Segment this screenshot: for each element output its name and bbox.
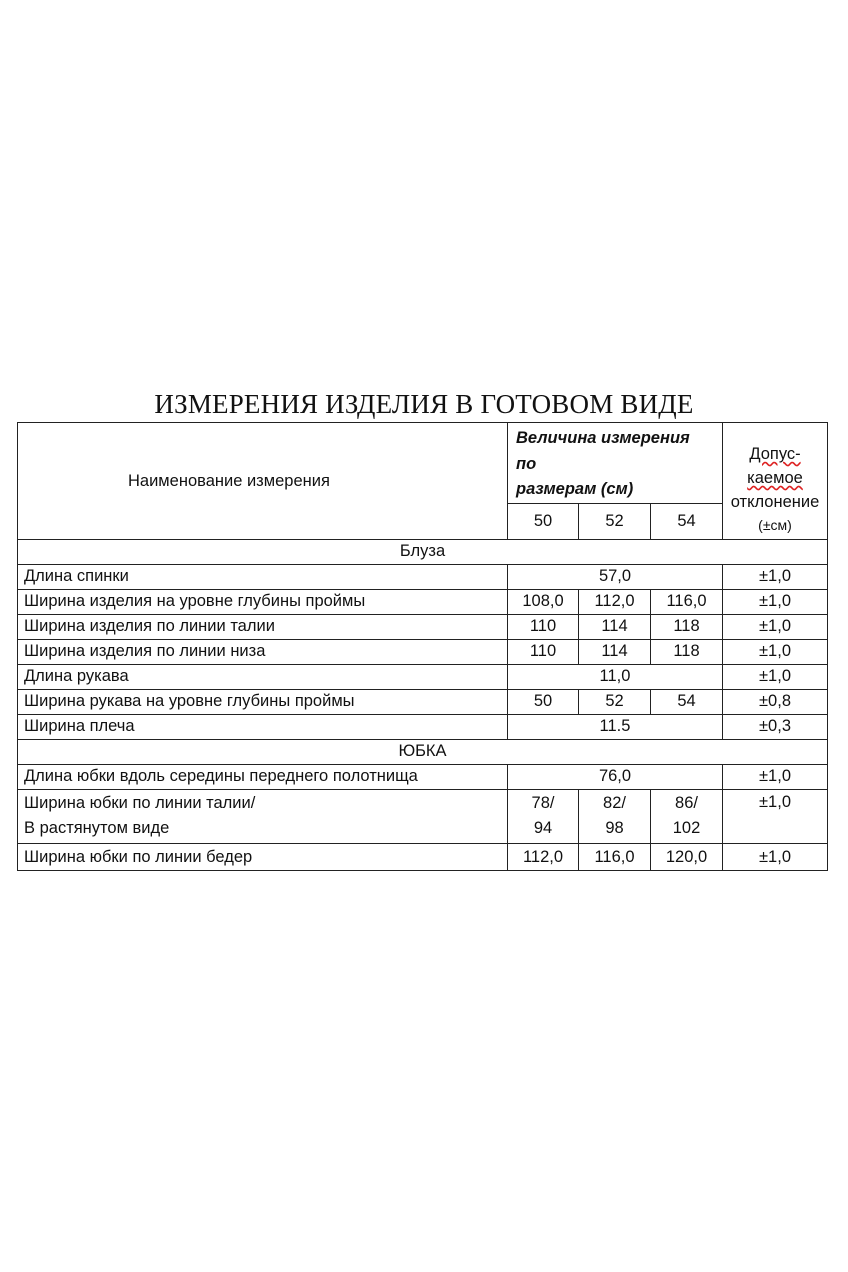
table-row: [18, 714, 828, 739]
row-label: [18, 789, 508, 843]
row-tolerance: ±1,0: [723, 564, 828, 589]
row-label: Ширина изделия по линии талии: [18, 614, 508, 639]
row-tolerance: ±1,0: [723, 589, 828, 614]
table-row: [18, 764, 828, 789]
table-row: [18, 589, 828, 614]
row-value-50: 110: [508, 614, 579, 639]
header-row-1: [18, 423, 828, 504]
size-group-line-2: размерам (см): [516, 480, 634, 499]
row-tolerance: ±1,0: [723, 614, 828, 639]
table-row: [18, 789, 828, 843]
tolerance-line-2: каемое: [747, 468, 803, 487]
name-column-header: Наименование измерения: [18, 423, 508, 540]
size-52-header: 52: [579, 503, 651, 539]
row-value-52: 114: [579, 639, 651, 664]
row-tolerance: ±0,3: [723, 714, 828, 739]
row-value-merged: 11,0: [508, 664, 723, 689]
row-value-52: 114: [579, 614, 651, 639]
section-title-skirt: ЮБКА: [18, 739, 828, 764]
value-line-1: 86/: [675, 793, 698, 812]
table-row: [18, 639, 828, 664]
table-row: [18, 664, 828, 689]
row-value-50: [508, 789, 579, 843]
tolerance-line-3: отклонение: [730, 492, 820, 511]
row-value-merged: 11.5: [508, 714, 723, 739]
value-line-2: 102: [672, 819, 701, 838]
measurements-table: [17, 422, 828, 871]
value-line-2: 94: [533, 819, 553, 838]
row-label: Ширина изделия по линии низа: [18, 639, 508, 664]
row-label: Ширина юбки по линии бедер: [18, 843, 508, 870]
row-value-52: 52: [579, 689, 651, 714]
value-line-2: 98: [605, 819, 624, 838]
table-row: [18, 843, 828, 870]
value-line-1: 78/: [531, 793, 555, 812]
section-row: [18, 539, 828, 564]
row-tolerance: ±1,0: [723, 843, 828, 870]
table-row: [18, 614, 828, 639]
table-row: [18, 564, 828, 589]
section-row: [18, 739, 828, 764]
table-row: [18, 689, 828, 714]
row-value-50: 50: [508, 689, 579, 714]
row-value-52: 116,0: [579, 843, 651, 870]
row-value-52: 112,0: [579, 589, 651, 614]
row-tolerance: ±1,0: [723, 664, 828, 689]
page-title: ИЗМЕРЕНИЯ ИЗДЕЛИЯ В ГОТОВОМ ВИДЕ: [154, 389, 694, 419]
row-tolerance: ±0,8: [723, 689, 828, 714]
row-value-54: 116,0: [651, 589, 723, 614]
row-tolerance: ±1,0: [723, 639, 828, 664]
row-tolerance: ±1,0: [723, 789, 828, 843]
row-label: Ширина плеча: [18, 714, 508, 739]
row-value-54: 54: [651, 689, 723, 714]
row-value-50: 110: [508, 639, 579, 664]
row-label: Длина спинки: [18, 564, 508, 589]
row-value-52: [579, 789, 651, 843]
row-label-line-2: В растянутом виде: [24, 819, 170, 838]
size-50-header: 50: [508, 503, 579, 539]
row-label: Длина рукава: [18, 664, 508, 689]
row-value-50: 108,0: [508, 589, 579, 614]
row-label-line-1: Ширина юбки по линии талии/: [24, 793, 256, 812]
row-value-54: 120,0: [651, 843, 723, 870]
size-group-line-1: Величина измерения по: [516, 429, 690, 473]
row-value-merged: 57,0: [508, 564, 723, 589]
row-label: Ширина рукава на уровне глубины проймы: [18, 689, 508, 714]
value-line-1: 82/: [603, 793, 626, 812]
row-tolerance: ±1,0: [723, 764, 828, 789]
row-label: Длина юбки вдоль середины переднего полотнища: [18, 764, 508, 789]
tolerance-line-4: (±см): [758, 516, 792, 533]
row-value-merged: 76,0: [508, 764, 723, 789]
row-value-54: 118: [651, 639, 723, 664]
tolerance-header: [723, 423, 828, 540]
size-54-header: 54: [651, 503, 723, 539]
row-value-54: 118: [651, 614, 723, 639]
row-value-54: [651, 789, 723, 843]
row-value-50: 112,0: [508, 843, 579, 870]
row-label: Ширина изделия на уровне глубины проймы: [18, 589, 508, 614]
tolerance-line-1: Допус-: [749, 445, 801, 463]
size-group-header: [508, 423, 723, 504]
section-title-blouse: Блуза: [18, 539, 828, 564]
